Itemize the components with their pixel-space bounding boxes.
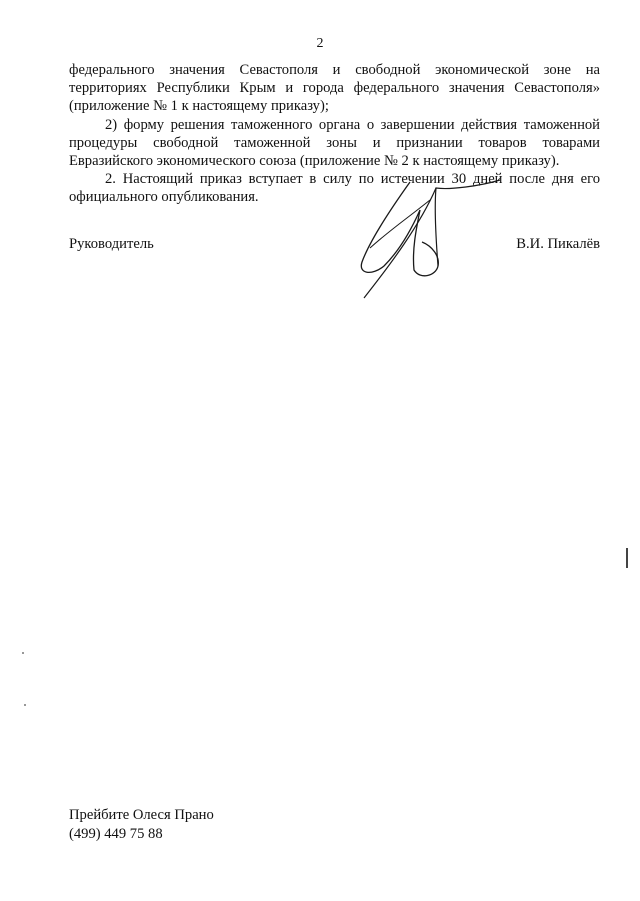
scan-edge-mark — [626, 548, 628, 568]
contact-phone: (499) 449 75 88 — [69, 825, 163, 842]
paragraph-item-2: 2) форму решения таможенного органа о завершении действия таможенной процедуры свободной таможенной зоны и признании товаров товарами Евразийского экономического союза (приложение № 2 к настоящему приказу). — [69, 116, 600, 170]
paragraph-clause-2: 2. Настоящий приказ вступает в силу по истечении 30 дней после дня его официального опубликования. — [69, 171, 600, 206]
contact-name: Прейбите Олеся Прано — [69, 807, 214, 823]
page-number: 2 — [316, 36, 324, 51]
paragraph-continuation: федерального значения Севастополя и свободной экономической зоне на территориях Республики Крым и города федерального значения Севастополя» (приложение № 1 к настоящему приказу); — [69, 62, 600, 115]
handwritten-signature — [350, 170, 510, 305]
document-body — [69, 61, 600, 207]
signatory-role: Руководитель — [69, 236, 154, 252]
signatory-name: В.И. Пикалёв — [516, 236, 600, 252]
scan-speck — [22, 652, 24, 654]
contact-block — [69, 806, 214, 843]
scan-speck — [24, 704, 26, 706]
